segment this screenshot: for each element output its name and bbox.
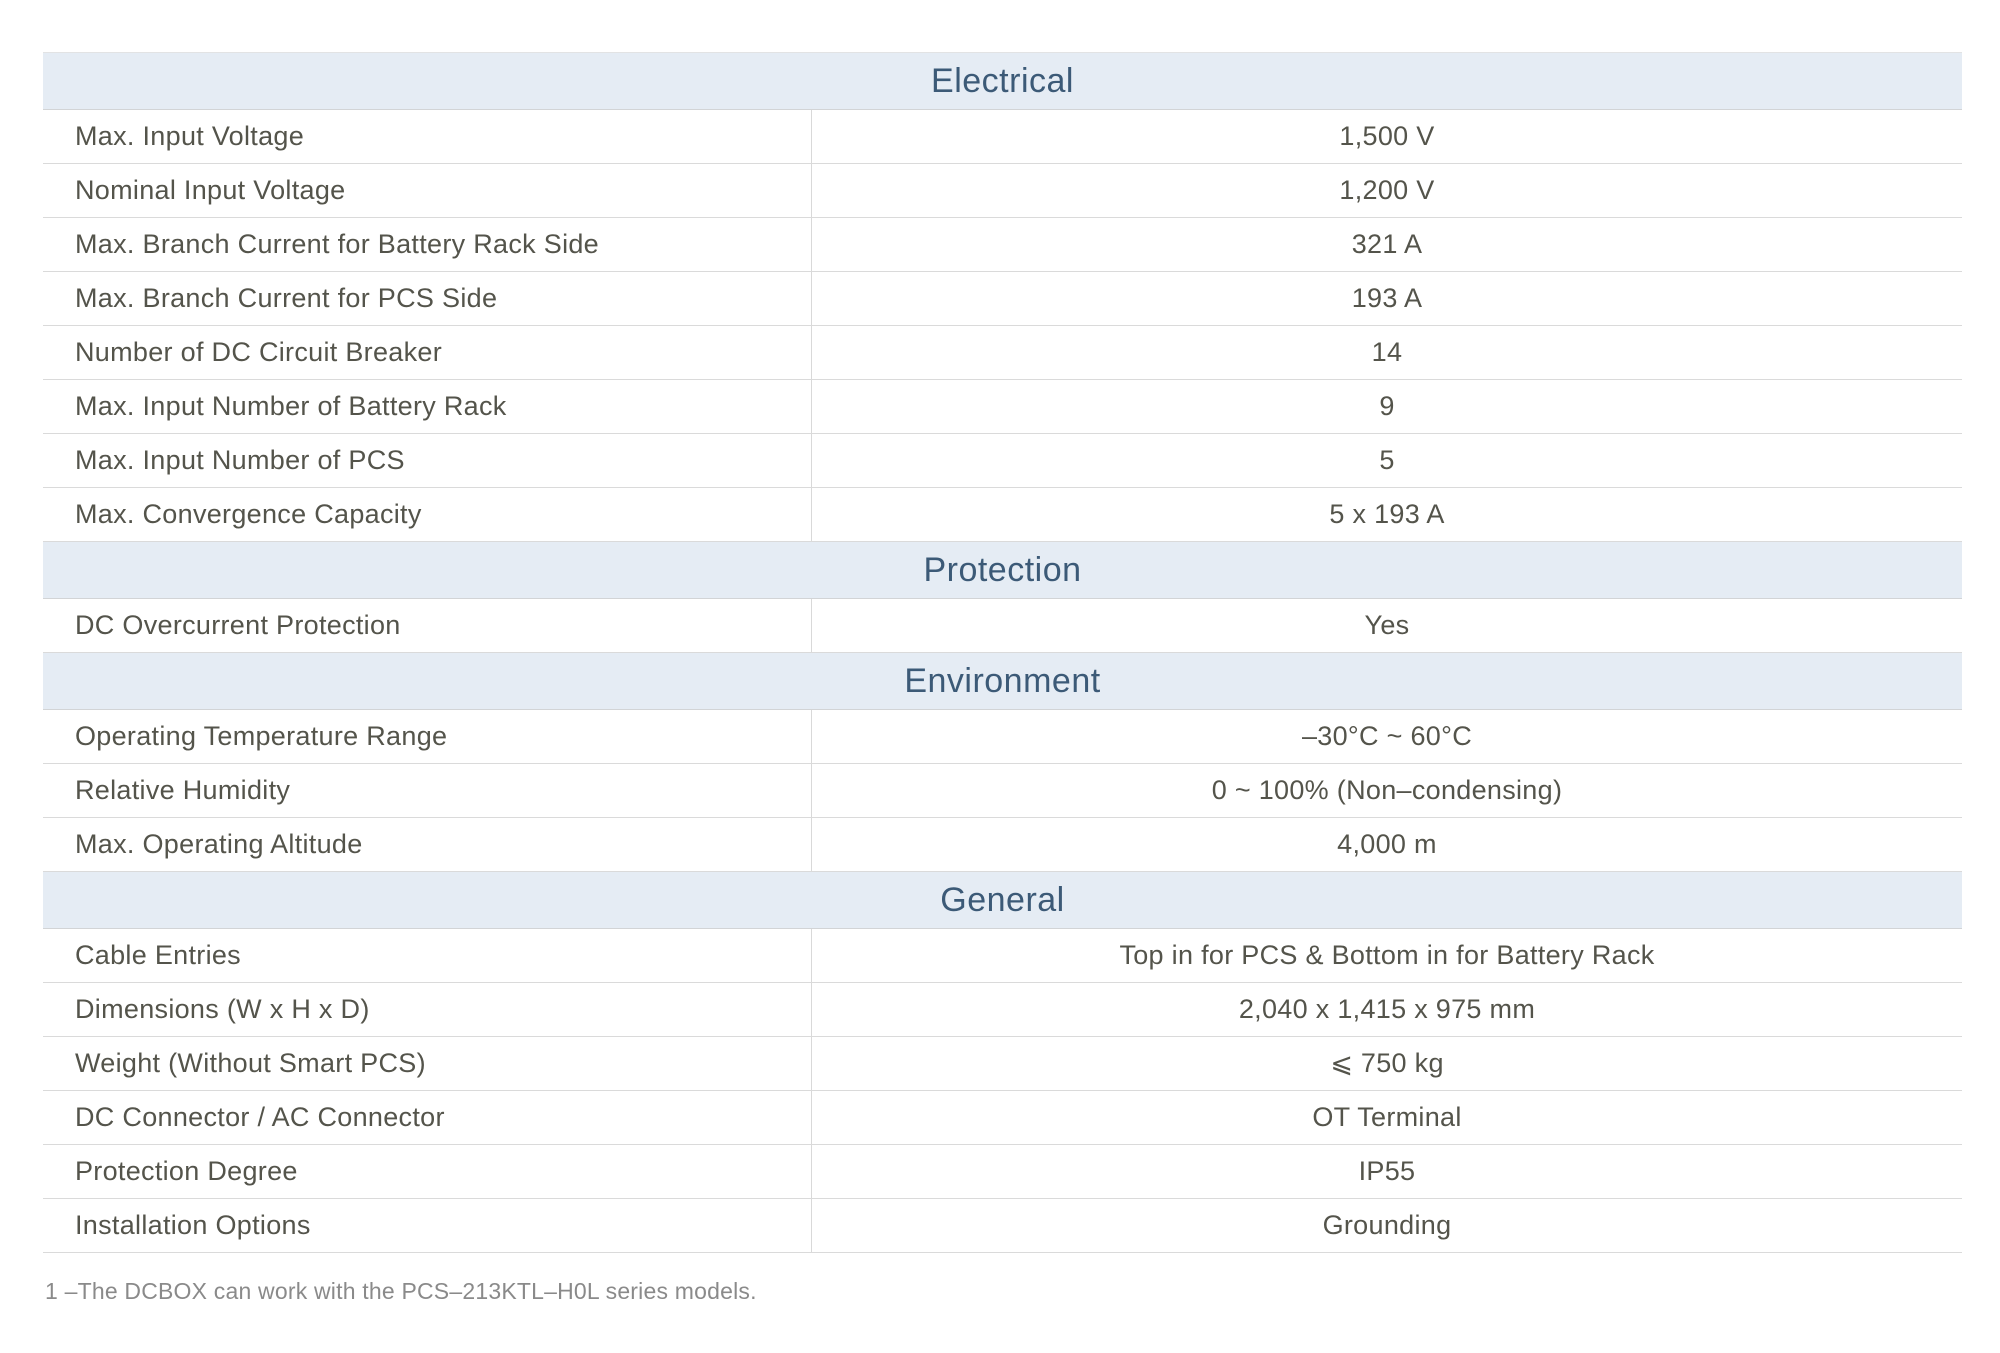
spec-row <box>43 488 1962 542</box>
spec-table <box>43 52 1962 1253</box>
section-header-protection <box>43 542 1962 599</box>
spec-row <box>43 983 1962 1037</box>
spec-label: Max. Convergence Capacity <box>43 488 812 541</box>
section-header-general <box>43 872 1962 929</box>
section-header-environment <box>43 653 1962 710</box>
spec-value: IP55 <box>1358 1156 1416 1186</box>
spec-label: DC Connector / AC Connector <box>43 1091 812 1144</box>
spec-label: Dimensions (W x H x D) <box>43 983 812 1036</box>
section-header-electrical <box>43 52 1962 110</box>
spec-value: 1,500 V <box>1339 121 1435 151</box>
spec-label: Weight (Without Smart PCS) <box>43 1037 812 1090</box>
section-title: General <box>940 880 1065 919</box>
spec-row <box>43 599 1962 653</box>
spec-row <box>43 218 1962 272</box>
spec-value: 1,200 V <box>1339 175 1435 205</box>
spec-row <box>43 272 1962 326</box>
spec-row <box>43 818 1962 872</box>
spec-value: 5 <box>1379 445 1395 475</box>
spec-row <box>43 710 1962 764</box>
spec-value: 193 A <box>1351 283 1423 313</box>
spec-row <box>43 380 1962 434</box>
spec-row <box>43 1199 1962 1253</box>
spec-value: –30°C ~ 60°C <box>1301 721 1473 751</box>
spec-value: 0 ~ 100% (Non–condensing) <box>1211 775 1563 805</box>
spec-value: 5 x 193 A <box>1329 499 1445 529</box>
spec-label: Max. Operating Altitude <box>43 818 812 871</box>
spec-value: 9 <box>1379 391 1395 421</box>
spec-label: Max. Input Voltage <box>43 110 812 163</box>
spec-label: Max. Input Number of PCS <box>43 434 812 487</box>
spec-label: Operating Temperature Range <box>43 710 812 763</box>
spec-value: 2,040 x 1,415 x 975 mm <box>1238 994 1536 1024</box>
spec-label: Number of DC Circuit Breaker <box>43 326 812 379</box>
spec-label: Installation Options <box>43 1199 812 1252</box>
spec-row <box>43 110 1962 164</box>
section-title: Electrical <box>931 61 1074 100</box>
spec-label: Relative Humidity <box>43 764 812 817</box>
spec-label: Max. Branch Current for PCS Side <box>43 272 812 325</box>
spec-row <box>43 434 1962 488</box>
spec-row <box>43 164 1962 218</box>
spec-value: Yes <box>1364 610 1410 640</box>
spec-row <box>43 764 1962 818</box>
spec-value: 4,000 m <box>1337 829 1437 859</box>
spec-row <box>43 929 1962 983</box>
spec-row <box>43 1091 1962 1145</box>
spec-value: Top in for PCS & Bottom in for Battery Rack <box>1119 940 1655 970</box>
spec-row <box>43 1037 1962 1091</box>
spec-value: 14 <box>1371 337 1403 367</box>
spec-value: Grounding <box>1322 1210 1452 1240</box>
spec-row <box>43 326 1962 380</box>
spec-label: Protection Degree <box>43 1145 812 1198</box>
section-title: Protection <box>923 550 1082 589</box>
footnote: 1 –The DCBOX can work with the PCS–213KTL–H0L series models. <box>45 1278 757 1304</box>
spec-label: Nominal Input Voltage <box>43 164 812 217</box>
spec-label: Max. Branch Current for Battery Rack Side <box>43 218 812 271</box>
spec-label: Max. Input Number of Battery Rack <box>43 380 812 433</box>
spec-label: DC Overcurrent Protection <box>43 599 812 652</box>
spec-label: Cable Entries <box>43 929 812 982</box>
spec-value: 321 A <box>1351 229 1423 259</box>
spec-row <box>43 1145 1962 1199</box>
spec-value: ⩽ 750 kg <box>1330 1048 1444 1078</box>
spec-value: OT Terminal <box>1312 1102 1462 1132</box>
section-title: Environment <box>904 661 1101 700</box>
